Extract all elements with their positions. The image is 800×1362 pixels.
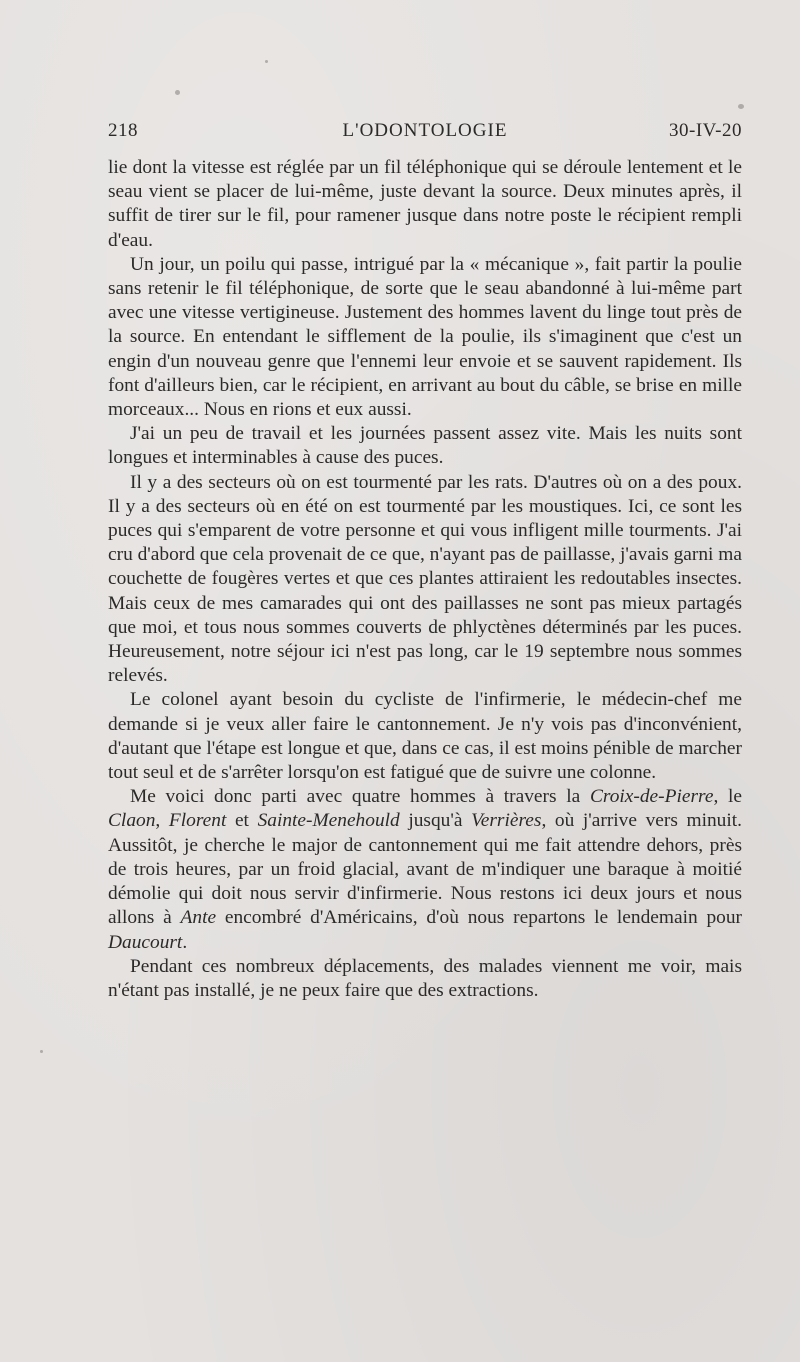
text-run: Le colonel ayant besoin du cycliste de l'infirmerie, le médecin-chef me demande si je veux aller faire le cantonnement. Je n'y vois pas d'inconvénient, d'autant que l'étape est longue et que, dans ce cas, il est moins pénible de marcher tout seul et de s'arrêter lorsqu'on est fatigué que de suivre une colonne. — [108, 689, 742, 784]
place-name: Florent — [168, 810, 227, 832]
scan-speck — [40, 1050, 43, 1053]
text-run: Me voici donc parti avec quatre hommes à travers la — [130, 786, 590, 808]
text-run: Il y a des secteurs où on est tourmenté par les rats. D'autres où on a des poux. Il y a des secteurs où en été on est tourmenté par les moustiques. Ici, ce sont les puces qui s'emparent de votre personne et qui vous infligent mille tourments. J'ai cru d'abord que cela provenait de ce que, n'ayant pas de paillasse, j'avais garni ma couchette de fougères vertes et que ces plantes attiraient les redoutables insectes. Mais ceux de mes camarades qui ont des paillasses ne sont pas mieux partagés que moi, et tous nous sommes couverts de phlyctènes déterminés par les puces. Heureusement, notre séjour ici n'est pas long, car le 19 septembre nous sommes relevés. — [108, 471, 742, 687]
text-run: et — [226, 810, 258, 832]
place-name: Daucourt — [108, 931, 183, 953]
body-text — [108, 156, 742, 1003]
text-run: lie dont la vitesse est réglée par un fil téléphonique qui se déroule lentement et le seau vient se placer de lui-même, juste devant la source. Deux minutes après, il suffit de tirer sur le fil, pour ramener jusque dans notre poste le récipient rempli d'eau. — [108, 157, 742, 251]
place-name: Ante — [180, 907, 217, 929]
place-name: Croix-de-Pierre — [589, 786, 714, 808]
place-name: Claon — [108, 810, 156, 832]
paragraph — [108, 253, 742, 422]
running-head — [108, 120, 742, 146]
text-run: encombré d'Américains, d'où nous repartons le lendemain pour — [216, 907, 742, 929]
scan-speck — [738, 104, 744, 109]
text-run: . — [182, 931, 188, 953]
place-name: Sainte-Menehould — [257, 810, 400, 832]
scan-speck — [175, 90, 180, 95]
journal-title: L'ODONTOLOGIE — [342, 120, 508, 141]
text-run: , où j'arrive vers minuit. Aussitôt, je cherche le major de cantonnement qui me fait attendre dehors, près de trois heures, par un froid glacial, avant de m'indiquer une baraque à moitié démolie qui doit nous servir d'infirmerie. Nous restons ici deux jours et nous allons à — [108, 810, 742, 929]
paragraph — [108, 688, 742, 785]
paragraph — [108, 156, 742, 253]
paragraph — [108, 785, 742, 954]
text-run: J'ai un peu de travail et les journées passent assez vite. Mais les nuits sont longues et interminables à cause des puces. — [108, 423, 742, 469]
text-run: , le — [713, 786, 742, 808]
paragraph — [108, 471, 742, 689]
scan-speck — [265, 60, 268, 63]
text-run: Un jour, un poilu qui passe, intrigué par la « mécanique », fait partir la poulie sans retenir le fil téléphonique, de sorte que le seau abandonné à lui-même part avec une vitesse vertigineuse. Justement des hommes lavent du linge tout près de la source. En entendant le sifflement de la poulie, ils s'imaginent que c'est un engin d'un nouveau genre que l'ennemi leur envoie et se sauvent rapidement. Ils font d'ailleurs bien, car le récipient, en arrivant au bout du câble, se brise en mille morceaux... Nous en rions et eux aussi. — [108, 253, 742, 421]
text-run: , — [155, 810, 169, 832]
page-number: 218 — [108, 120, 138, 141]
paragraph — [108, 955, 742, 1003]
text-run: Pendant ces nombreux déplacements, des malades viennent me voir, mais n'étant pas installé, je ne peux faire que des extractions. — [108, 955, 742, 1001]
issue-date: 30-IV-20 — [669, 120, 742, 141]
place-name: Verrières — [471, 810, 542, 832]
text-run: jusqu'à — [399, 810, 472, 832]
paragraph — [108, 422, 742, 470]
